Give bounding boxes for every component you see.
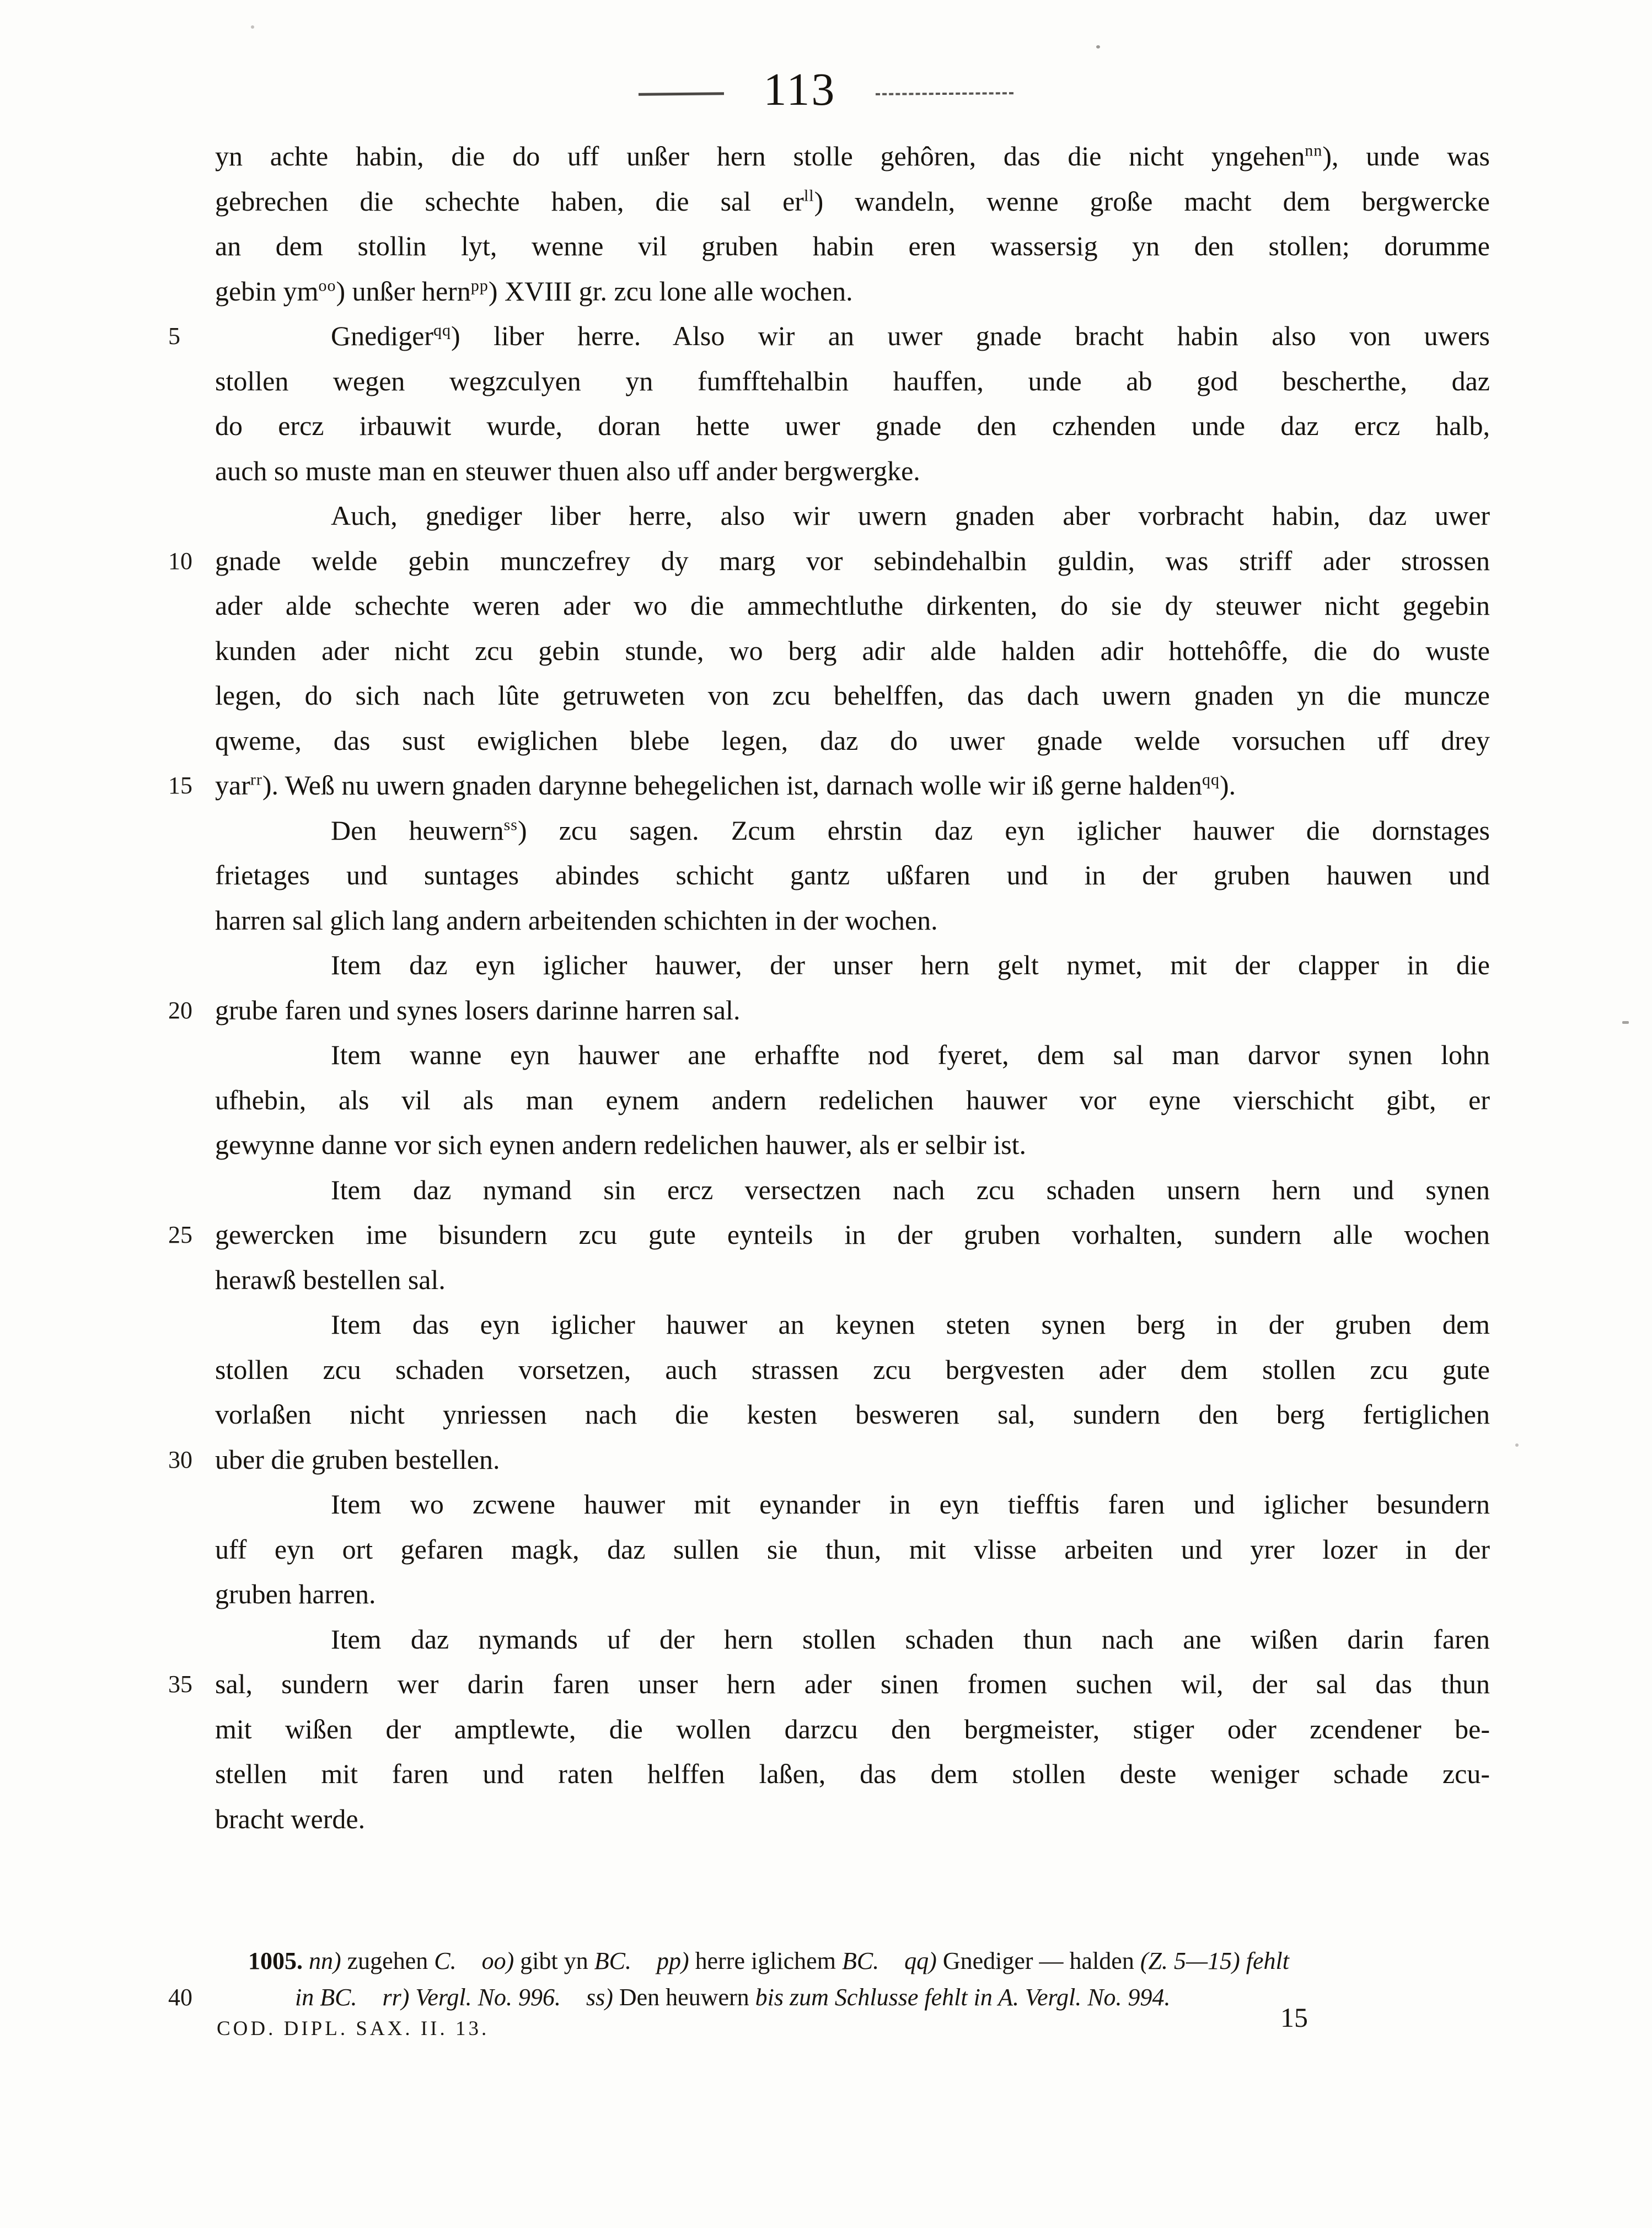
text-segment: gibt yn bbox=[514, 1947, 594, 1974]
text-line bbox=[215, 1797, 1490, 1842]
text-segment: Vergl. No. 996. bbox=[415, 1984, 561, 2011]
text-segment: C. bbox=[434, 1947, 457, 1974]
text-segment: gebin ym bbox=[215, 275, 319, 307]
text-segment: ) zcu sagen. Zcum ehrstin daz eyn iglicher hauwer die dornstages bbox=[517, 814, 1490, 846]
text-line bbox=[168, 988, 1490, 1033]
text-segment: ader alde schechte weren ader wo die ammechtluthe dirkenten, do sie dy steuwer nicht gegebin bbox=[215, 590, 1490, 621]
main-text-block bbox=[168, 134, 1490, 1842]
text-segment: qweme, das sust ewiglichen blebe legen, daz do uwer gnade welde vorsuchen uff drey bbox=[215, 724, 1490, 756]
text-segment: Item das eyn iglicher hauwer an keynen steten synen berg in der gruben dem bbox=[331, 1309, 1490, 1340]
text-segment: gebrechen die schechte haben, die sal er bbox=[215, 185, 804, 217]
text-segment: in BC. bbox=[295, 1984, 357, 2011]
text-segment: ) wandeln, wenne große macht dem bergwercke bbox=[814, 185, 1490, 217]
text-line bbox=[215, 943, 1490, 988]
text-line bbox=[215, 1482, 1490, 1527]
text-segment bbox=[1019, 1984, 1025, 2011]
text-segment: do ercz irbauwit wurde, doran hette uwer gnade den czhenden unde daz ercz halb, bbox=[215, 410, 1490, 441]
text-segment: gruben harren. bbox=[215, 1579, 376, 1609]
text-line bbox=[168, 539, 1490, 584]
text-line bbox=[215, 1078, 1490, 1123]
margin-line-number: 10 bbox=[168, 547, 192, 575]
margin-line-number: 5 bbox=[168, 323, 180, 350]
text-line bbox=[215, 449, 1490, 494]
text-segment: ), unde was bbox=[1322, 141, 1490, 171]
text-line bbox=[215, 1572, 1490, 1617]
footnote-marker: ss bbox=[503, 815, 518, 834]
text-line bbox=[215, 673, 1490, 718]
margin-line-number: 20 bbox=[168, 996, 192, 1024]
text-line bbox=[215, 1347, 1490, 1393]
text-segment: ). Weß nu uwern gnaden darynne behegelichen ist, darnach wolle wir iß gerne halden bbox=[262, 770, 1202, 801]
text-segment: Auch, gnediger liber herre, also wir uwern gnaden aber vorbracht habin, daz uwer bbox=[331, 500, 1490, 531]
margin-line-number: 30 bbox=[168, 1446, 192, 1473]
text-line bbox=[215, 1258, 1490, 1303]
text-segment: Item daz nymands uf der hern stollen schaden thun nach ane wißen darin faren bbox=[331, 1623, 1490, 1655]
text-segment: kunden ader nicht zcu gebin stunde, wo berg adir alde halden adir hottehôffe, die do wuste bbox=[215, 635, 1490, 666]
header-dash-right-ornament bbox=[876, 92, 1013, 95]
text-line bbox=[215, 718, 1490, 764]
text-segment: yn achte habin, die do uff unßer hern stolle gehôren, das die nicht yngehen bbox=[215, 141, 1305, 171]
text-segment: stollen wegen wegzculyen yn fumfftehalbin hauffen, unde ab god bescherthe, daz bbox=[215, 365, 1490, 396]
text-segment: gewynne danne vor sich eynen andern redelichen hauwer, als er selbir ist. bbox=[215, 1129, 1027, 1160]
text-segment: uber die gruben bestellen. bbox=[215, 1443, 500, 1475]
footnote-marker: pp bbox=[470, 276, 489, 294]
text-segment: gewercken ime bisundern zcu gute eynteils in der gruben vorhalten, sundern alle wochen bbox=[215, 1219, 1490, 1250]
footnote-marker: rr bbox=[250, 770, 262, 789]
scan-speck bbox=[1515, 1443, 1519, 1447]
footnote-line bbox=[168, 1979, 1490, 2016]
text-line bbox=[215, 583, 1490, 629]
text-segment: an dem stollin lyt, wenne vil gruben habin eren wassersig yn den stollen; dorumme bbox=[215, 230, 1490, 261]
text-line bbox=[215, 1752, 1490, 1797]
text-segment: grube faren und synes losers darinne harren sal. bbox=[215, 994, 741, 1026]
text-segment: pp) bbox=[656, 1947, 689, 1974]
text-segment: stollen zcu schaden vorsetzen, auch strassen zcu bergvesten ader dem stollen zcu gute bbox=[215, 1354, 1490, 1385]
text-segment: nn) bbox=[309, 1947, 341, 1974]
margin-line-number: 35 bbox=[168, 1671, 192, 1698]
footnote-line bbox=[248, 1943, 1490, 1979]
text-segment: Vergl. No. 994. bbox=[1025, 1984, 1171, 2011]
text-segment: ss) bbox=[586, 1984, 613, 2011]
text-segment: auch so muste man en steuwer thuen also uff ander bergwergke. bbox=[215, 455, 920, 486]
sheet-signature-number: 15 bbox=[1280, 2002, 1308, 2033]
text-line bbox=[215, 404, 1490, 449]
text-line bbox=[215, 629, 1490, 674]
text-segment: vorlaßen nicht ynriessen nach die kesten besweren sal, sundern den berg fertiglichen bbox=[215, 1399, 1490, 1430]
text-line bbox=[215, 1617, 1490, 1662]
text-segment: BC. bbox=[841, 1947, 879, 1974]
text-line bbox=[168, 763, 1490, 808]
text-segment: rr) bbox=[382, 1984, 410, 2011]
text-line bbox=[168, 1662, 1490, 1707]
text-segment: sal, sundern wer darin faren unser hern ader sinen fromen suchen wil, der sal das thun bbox=[215, 1668, 1490, 1699]
margin-line-number: 15 bbox=[168, 772, 192, 799]
text-segment: Den heuwern bbox=[613, 1984, 755, 2011]
text-line bbox=[215, 1302, 1490, 1347]
footnote-marker: oo bbox=[318, 276, 336, 294]
text-segment: gnade welde gebin munczefrey dy marg vor sebindehalbin guldin, was striff ader strossen bbox=[215, 545, 1490, 576]
footnote-marker: nn bbox=[1305, 141, 1323, 160]
text-line bbox=[168, 1212, 1490, 1258]
text-segment: mit wißen der amptlewte, die wollen darzcu den bergmeister, stiger oder zcendener be- bbox=[215, 1713, 1490, 1744]
text-segment: Item wanne eyn hauwer ane erhaffte nod fyeret, dem sal man darvor synen lohn bbox=[331, 1039, 1490, 1070]
page-header bbox=[0, 65, 1652, 115]
text-segment: qq) bbox=[904, 1947, 937, 1974]
text-line bbox=[215, 898, 1490, 943]
text-segment bbox=[409, 1984, 415, 2011]
text-line bbox=[215, 493, 1490, 539]
text-segment: Item wo zcwene hauwer mit eynander in eyn tiefftis faren und iglicher besundern bbox=[331, 1489, 1490, 1520]
page-number: 113 bbox=[763, 64, 836, 115]
text-segment: frietages und suntages abindes schicht gantz ußfaren und in der gruben hauwen und bbox=[215, 860, 1490, 890]
text-segment: ) unßer hern bbox=[336, 275, 471, 307]
margin-line-number: 40 bbox=[168, 1984, 192, 2011]
text-segment: Item daz nymand sin ercz versectzen nach zcu schaden unsern hern und synen bbox=[331, 1174, 1490, 1205]
text-line bbox=[215, 853, 1490, 898]
text-line bbox=[215, 134, 1490, 179]
scan-speck bbox=[251, 25, 254, 29]
footnote-marker: qq bbox=[433, 321, 452, 340]
scan-speck bbox=[1622, 1021, 1629, 1024]
text-segment: Den heuwern bbox=[331, 814, 504, 846]
text-line bbox=[168, 314, 1490, 359]
text-segment: herawß bestellen sal. bbox=[215, 1264, 446, 1295]
text-line bbox=[215, 269, 1490, 314]
text-line bbox=[215, 359, 1490, 404]
text-line bbox=[215, 808, 1490, 853]
text-segment: legen, do sich nach lûte getruweten von zcu behelffen, das dach uwern gnaden yn die muncze bbox=[215, 680, 1490, 711]
text-segment: (Z. 5—15) fehlt bbox=[1140, 1947, 1289, 1974]
footnote-marker: ll bbox=[803, 186, 814, 205]
text-segment: zugehen bbox=[341, 1947, 435, 1974]
text-segment: bracht werde. bbox=[215, 1803, 366, 1834]
text-segment: Gnediger bbox=[331, 320, 434, 351]
text-line bbox=[215, 1392, 1490, 1437]
text-line bbox=[168, 1437, 1490, 1483]
text-segment: uff eyn ort gefaren magk, daz sullen sie thun, mit vlisse arbeiten und yrer lozer in der bbox=[215, 1533, 1490, 1565]
text-segment: ) XVIII gr. zcu lone alle wochen. bbox=[488, 275, 853, 307]
text-line bbox=[215, 1168, 1490, 1213]
text-segment: BC. bbox=[594, 1947, 631, 1974]
text-line bbox=[215, 224, 1490, 269]
text-segment: Gnediger — halden bbox=[936, 1947, 1140, 1974]
text-segment: ufhebin, als vil als man eynem andern redelichen hauwer vor eyne vierschicht gibt, er bbox=[215, 1084, 1490, 1115]
text-segment: oo) bbox=[481, 1947, 514, 1974]
text-line bbox=[215, 1707, 1490, 1752]
text-segment: stellen mit faren und raten helffen laßen, das dem stollen deste weniger schade zcu- bbox=[215, 1758, 1490, 1789]
text-line bbox=[215, 1033, 1490, 1078]
text-segment: bis zum Schlusse fehlt in A. bbox=[755, 1984, 1019, 2011]
margin-line-number: 25 bbox=[168, 1221, 192, 1248]
header-dash-left-ornament bbox=[639, 92, 724, 96]
text-segment: yar bbox=[215, 770, 250, 801]
scan-speck bbox=[1096, 45, 1100, 49]
text-segment: 1005. bbox=[248, 1947, 309, 1974]
text-segment: Item daz eyn iglicher hauwer, der unser hern gelt nymet, mit der clapper in die bbox=[331, 949, 1490, 980]
text-line bbox=[215, 1527, 1490, 1572]
text-line bbox=[215, 179, 1490, 224]
text-segment: harren sal glich lang andern arbeitenden schichten in der wochen. bbox=[215, 904, 938, 936]
text-segment: ) liber herre. Also wir an uwer gnade bracht habin also von uwers bbox=[451, 320, 1490, 351]
footnote-marker: qq bbox=[1202, 770, 1220, 789]
text-segment: herre iglichem bbox=[689, 1947, 842, 1974]
text-segment: ). bbox=[1219, 770, 1236, 801]
series-imprint: COD. DIPL. SAX. II. 13. bbox=[217, 2017, 490, 2040]
text-line bbox=[215, 1123, 1490, 1168]
